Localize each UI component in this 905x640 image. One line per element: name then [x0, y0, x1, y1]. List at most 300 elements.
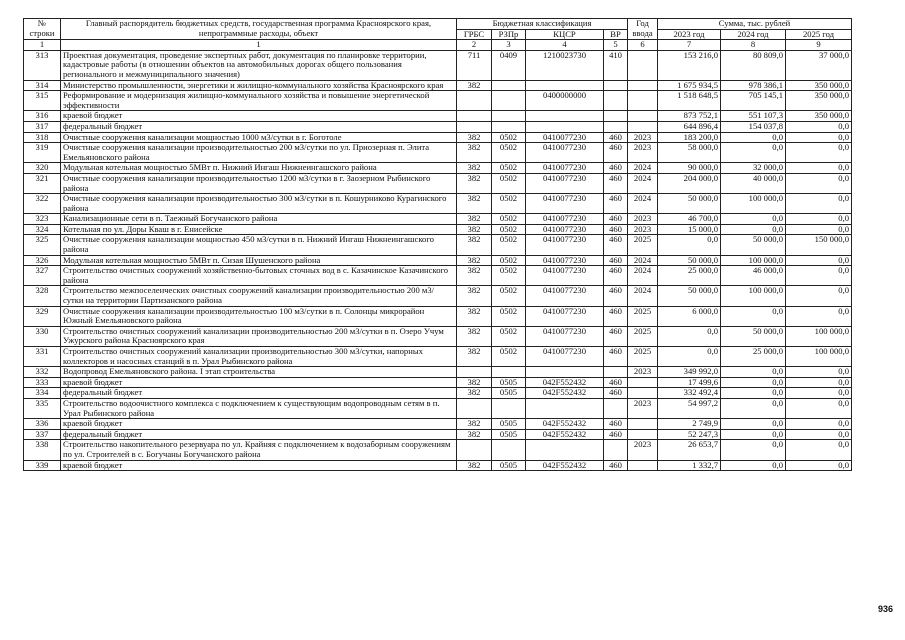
- vr-cell: 460: [604, 132, 628, 143]
- object-name-cell: Модульная котельная мощностью 5МВт п. Сизая Шушенского района: [61, 255, 457, 266]
- grbs-cell: 382: [457, 214, 492, 225]
- vr-cell: 460: [604, 143, 628, 163]
- table-row: [24, 419, 852, 430]
- table-row: [24, 121, 852, 132]
- table-row: [24, 326, 852, 346]
- amount-2023-cell: 1 675 934,5: [658, 80, 721, 91]
- vr-cell: [604, 398, 628, 418]
- object-name-cell: Водопровод Емельяновского района. I этап строительства: [61, 367, 457, 378]
- vr-cell: [604, 111, 628, 122]
- amount-2024-cell: 0,0: [721, 306, 786, 326]
- commissioning-year-cell: [628, 80, 658, 91]
- object-name-cell: Очистные сооружения канализации мощностью 1000 м3/сутки в г. Боготоле: [61, 132, 457, 143]
- table-row: [24, 255, 852, 266]
- header-kcsr: КЦСР: [526, 29, 604, 40]
- kcsr-cell: 1210023730: [526, 50, 604, 80]
- object-name-cell: Строительство очистных сооружений канализации производительностью 200 м3/сутки в п. Озеро Учум Ужурского района Красноярского края: [61, 326, 457, 346]
- amount-2023-cell: 332 492,4: [658, 388, 721, 399]
- amount-2024-cell: 100 000,0: [721, 255, 786, 266]
- object-name-cell: Строительство накопительного резервуара по ул. Крайняя с подключением к водозаборным сооружениям по ул. Строителей в с. Богучаны Богучанского района: [61, 440, 457, 460]
- column-index: 8: [721, 40, 786, 51]
- table-row: [24, 80, 852, 91]
- amount-2023-cell: 0,0: [658, 326, 721, 346]
- object-name-cell: Очистные сооружения канализации производительностью 1200 м3/сутки в г. Заозерном Рыбинского района: [61, 173, 457, 193]
- amount-2024-cell: 100 000,0: [721, 194, 786, 214]
- row-number-cell: 330: [24, 326, 61, 346]
- column-index: 2: [457, 40, 492, 51]
- amount-2024-cell: 32 000,0: [721, 163, 786, 174]
- rzpr-cell: 0505: [492, 377, 526, 388]
- amount-2025-cell: 0,0: [786, 255, 852, 266]
- rzpr-cell: [492, 121, 526, 132]
- table-row: [24, 132, 852, 143]
- header-owner: Главный распорядитель бюджетных средств, государственная программа Красноярского края, непрограммные расходы, объект: [61, 19, 457, 40]
- row-number-cell: 315: [24, 91, 61, 111]
- amount-2025-cell: 0,0: [786, 214, 852, 225]
- kcsr-cell: [526, 80, 604, 91]
- kcsr-cell: 042F552432: [526, 419, 604, 430]
- object-name-cell: Очистные сооружения канализации мощностью 450 м3/сутки в п. Нижний Ингаш Нижнеингашского района: [61, 235, 457, 255]
- amount-2025-cell: 0,0: [786, 367, 852, 378]
- row-number-cell: 329: [24, 306, 61, 326]
- header-amount: Сумма, тыс. рублей: [658, 19, 852, 30]
- header-grbs: ГРБС: [457, 29, 492, 40]
- commissioning-year-cell: 2023: [628, 214, 658, 225]
- table-row: [24, 194, 852, 214]
- kcsr-cell: 0410077230: [526, 266, 604, 286]
- grbs-cell: 382: [457, 306, 492, 326]
- row-number-cell: 321: [24, 173, 61, 193]
- row-number-cell: 313: [24, 50, 61, 80]
- rzpr-cell: 0502: [492, 306, 526, 326]
- grbs-cell: [457, 91, 492, 111]
- vr-cell: 460: [604, 419, 628, 430]
- table-row: [24, 50, 852, 80]
- rzpr-cell: 0502: [492, 143, 526, 163]
- grbs-cell: 382: [457, 194, 492, 214]
- table-row: [24, 398, 852, 418]
- amount-2023-cell: 50 000,0: [658, 194, 721, 214]
- table-row: [24, 286, 852, 306]
- commissioning-year-cell: 2023: [628, 143, 658, 163]
- amount-2025-cell: 350 000,0: [786, 111, 852, 122]
- amount-2024-cell: 705 145,1: [721, 91, 786, 111]
- grbs-cell: 382: [457, 419, 492, 430]
- commissioning-year-cell: 2024: [628, 163, 658, 174]
- amount-2024-cell: 0,0: [721, 132, 786, 143]
- amount-2023-cell: 6 000,0: [658, 306, 721, 326]
- column-index: 1: [61, 40, 457, 51]
- kcsr-cell: 0410077230: [526, 235, 604, 255]
- row-number-cell: 336: [24, 419, 61, 430]
- grbs-cell: 382: [457, 132, 492, 143]
- amount-2024-cell: 0,0: [721, 224, 786, 235]
- grbs-cell: [457, 121, 492, 132]
- amount-2023-cell: 1 332,7: [658, 460, 721, 471]
- amount-2025-cell: 0,0: [786, 388, 852, 399]
- grbs-cell: 382: [457, 377, 492, 388]
- vr-cell: [604, 367, 628, 378]
- amount-2025-cell: 0,0: [786, 121, 852, 132]
- vr-cell: 460: [604, 224, 628, 235]
- rzpr-cell: 0502: [492, 224, 526, 235]
- commissioning-year-cell: 2023: [628, 440, 658, 460]
- vr-cell: 460: [604, 388, 628, 399]
- table-row: [24, 429, 852, 440]
- row-number-cell: 325: [24, 235, 61, 255]
- column-index: 9: [786, 40, 852, 51]
- row-number-cell: 334: [24, 388, 61, 399]
- vr-cell: 460: [604, 214, 628, 225]
- amount-2025-cell: 0,0: [786, 163, 852, 174]
- row-number-cell: 314: [24, 80, 61, 91]
- grbs-cell: 382: [457, 143, 492, 163]
- amount-2023-cell: 1 518 648,5: [658, 91, 721, 111]
- amount-2025-cell: 350 000,0: [786, 80, 852, 91]
- amount-2025-cell: 0,0: [786, 398, 852, 418]
- commissioning-year-cell: 2025: [628, 347, 658, 367]
- amount-2023-cell: 17 499,6: [658, 377, 721, 388]
- rzpr-cell: [492, 80, 526, 91]
- vr-cell: 460: [604, 266, 628, 286]
- table-row: [24, 163, 852, 174]
- row-number-cell: 323: [24, 214, 61, 225]
- amount-2023-cell: 54 997,2: [658, 398, 721, 418]
- object-name-cell: федеральный бюджет: [61, 388, 457, 399]
- commissioning-year-cell: 2023: [628, 132, 658, 143]
- commissioning-year-cell: 2025: [628, 326, 658, 346]
- amount-2024-cell: 154 037,8: [721, 121, 786, 132]
- grbs-cell: 382: [457, 286, 492, 306]
- header-budget-classification: Бюджетная классификация: [457, 19, 628, 30]
- vr-cell: 460: [604, 163, 628, 174]
- amount-2024-cell: 0,0: [721, 377, 786, 388]
- amount-2024-cell: 0,0: [721, 460, 786, 471]
- table-row: [24, 111, 852, 122]
- table-row: [24, 377, 852, 388]
- commissioning-year-cell: [628, 111, 658, 122]
- commissioning-year-cell: 2023: [628, 367, 658, 378]
- header-vr: ВР: [604, 29, 628, 40]
- rzpr-cell: 0502: [492, 255, 526, 266]
- kcsr-cell: 042F552432: [526, 429, 604, 440]
- row-number-cell: 331: [24, 347, 61, 367]
- row-number-cell: 316: [24, 111, 61, 122]
- amount-2025-cell: 0,0: [786, 419, 852, 430]
- amount-2025-cell: 0,0: [786, 460, 852, 471]
- commissioning-year-cell: 2024: [628, 266, 658, 286]
- object-name-cell: Реформирование и модернизация жилищно-коммунального хозяйства и повышение энергетической эффективности: [61, 91, 457, 111]
- rzpr-cell: 0502: [492, 173, 526, 193]
- rzpr-cell: 0502: [492, 235, 526, 255]
- amount-2024-cell: 25 000,0: [721, 347, 786, 367]
- grbs-cell: 382: [457, 429, 492, 440]
- table-row: [24, 460, 852, 471]
- amount-2024-cell: 0,0: [721, 419, 786, 430]
- rzpr-cell: [492, 91, 526, 111]
- amount-2023-cell: 349 992,0: [658, 367, 721, 378]
- row-number-cell: 322: [24, 194, 61, 214]
- amount-2023-cell: 2 749,9: [658, 419, 721, 430]
- grbs-cell: [457, 367, 492, 378]
- rzpr-cell: [492, 440, 526, 460]
- commissioning-year-cell: 2025: [628, 235, 658, 255]
- commissioning-year-cell: 2023: [628, 398, 658, 418]
- vr-cell: 460: [604, 235, 628, 255]
- budget-table: [23, 18, 852, 471]
- vr-cell: [604, 80, 628, 91]
- amount-2024-cell: 0,0: [721, 143, 786, 163]
- grbs-cell: 382: [457, 235, 492, 255]
- object-name-cell: краевой бюджет: [61, 419, 457, 430]
- table-row: [24, 214, 852, 225]
- rzpr-cell: 0505: [492, 388, 526, 399]
- amount-2025-cell: 0,0: [786, 306, 852, 326]
- vr-cell: [604, 91, 628, 111]
- rzpr-cell: 0505: [492, 460, 526, 471]
- header-rzpr: РЗПр: [492, 29, 526, 40]
- kcsr-cell: 042F552432: [526, 460, 604, 471]
- vr-cell: 460: [604, 460, 628, 471]
- amount-2025-cell: 0,0: [786, 173, 852, 193]
- row-number-cell: 320: [24, 163, 61, 174]
- amount-2025-cell: 100 000,0: [786, 347, 852, 367]
- kcsr-cell: 0410077230: [526, 224, 604, 235]
- grbs-cell: 382: [457, 347, 492, 367]
- kcsr-cell: 0410077230: [526, 132, 604, 143]
- row-number-cell: 318: [24, 132, 61, 143]
- object-name-cell: краевой бюджет: [61, 460, 457, 471]
- rzpr-cell: 0502: [492, 214, 526, 225]
- object-name-cell: Проектная документация, проведение экспертных работ, документация по планировке территории, кадастровые работы (в отношении объектов на автомобильных дорогах общего пользования регионального и межмуниципального значения): [61, 50, 457, 80]
- object-name-cell: федеральный бюджет: [61, 121, 457, 132]
- rzpr-cell: 0502: [492, 194, 526, 214]
- commissioning-year-cell: 2025: [628, 306, 658, 326]
- row-number-cell: 326: [24, 255, 61, 266]
- table-body: [24, 50, 852, 470]
- table-row: [24, 224, 852, 235]
- amount-2025-cell: 0,0: [786, 132, 852, 143]
- rzpr-cell: 0502: [492, 163, 526, 174]
- header-2024: 2024 год: [721, 29, 786, 40]
- amount-2025-cell: 37 000,0: [786, 50, 852, 80]
- amount-2023-cell: 46 700,0: [658, 214, 721, 225]
- vr-cell: [604, 440, 628, 460]
- commissioning-year-cell: [628, 460, 658, 471]
- rzpr-cell: [492, 367, 526, 378]
- commissioning-year-cell: 2024: [628, 173, 658, 193]
- object-name-cell: Очистные сооружения канализации производительностью 200 м3/сутки по ул. Приозерная п. Элита Емельяновского района: [61, 143, 457, 163]
- rzpr-cell: 0409: [492, 50, 526, 80]
- row-number-cell: 333: [24, 377, 61, 388]
- row-number-cell: 339: [24, 460, 61, 471]
- vr-cell: 460: [604, 347, 628, 367]
- table-row: [24, 440, 852, 460]
- object-name-cell: краевой бюджет: [61, 111, 457, 122]
- amount-2024-cell: 0,0: [721, 440, 786, 460]
- amount-2024-cell: 0,0: [721, 388, 786, 399]
- object-name-cell: Строительство водоочистного комплекса с подключением к существующим водопроводным сетям в п. Урал Рыбинского района: [61, 398, 457, 418]
- table-row: [24, 235, 852, 255]
- amount-2023-cell: 15 000,0: [658, 224, 721, 235]
- amount-2024-cell: 50 000,0: [721, 235, 786, 255]
- object-name-cell: Канализационные сети в п. Таежный Богучанского района: [61, 214, 457, 225]
- amount-2023-cell: 25 000,0: [658, 266, 721, 286]
- amount-2023-cell: 90 000,0: [658, 163, 721, 174]
- row-number-cell: 327: [24, 266, 61, 286]
- object-name-cell: Модульная котельная мощностью 5МВт п. Нижний Ингаш Нижнеингашского района: [61, 163, 457, 174]
- page-number: 936: [877, 604, 893, 614]
- rzpr-cell: 0505: [492, 429, 526, 440]
- vr-cell: 460: [604, 306, 628, 326]
- vr-cell: [604, 121, 628, 132]
- commissioning-year-cell: 2024: [628, 286, 658, 306]
- table-row: [24, 347, 852, 367]
- object-name-cell: федеральный бюджет: [61, 429, 457, 440]
- kcsr-cell: 0410077230: [526, 347, 604, 367]
- kcsr-cell: 042F552432: [526, 388, 604, 399]
- table-row: [24, 143, 852, 163]
- amount-2025-cell: 0,0: [786, 286, 852, 306]
- commissioning-year-cell: [628, 121, 658, 132]
- kcsr-cell: 042F552432: [526, 377, 604, 388]
- amount-2025-cell: 100 000,0: [786, 326, 852, 346]
- object-name-cell: Строительство очистных сооружений канализации производительностью 300 м3/сутки, напорных коллекторов и насосных станций в п. Урал Рыбинского района: [61, 347, 457, 367]
- amount-2025-cell: 0,0: [786, 429, 852, 440]
- grbs-cell: 382: [457, 388, 492, 399]
- row-number-cell: 332: [24, 367, 61, 378]
- object-name-cell: Котельная по ул. Доры Кваш в г. Енисейске: [61, 224, 457, 235]
- kcsr-cell: 0400000000: [526, 91, 604, 111]
- amount-2023-cell: 0,0: [658, 235, 721, 255]
- kcsr-cell: [526, 440, 604, 460]
- amount-2024-cell: 551 107,3: [721, 111, 786, 122]
- amount-2024-cell: 80 809,0: [721, 50, 786, 80]
- kcsr-cell: [526, 398, 604, 418]
- kcsr-cell: 0410077230: [526, 326, 604, 346]
- table-row: [24, 367, 852, 378]
- grbs-cell: 382: [457, 326, 492, 346]
- vr-cell: 460: [604, 377, 628, 388]
- amount-2024-cell: 46 000,0: [721, 266, 786, 286]
- commissioning-year-cell: 2023: [628, 224, 658, 235]
- amount-2023-cell: 52 247,3: [658, 429, 721, 440]
- table-row: [24, 388, 852, 399]
- vr-cell: 460: [604, 194, 628, 214]
- row-number-cell: 338: [24, 440, 61, 460]
- column-index: 4: [526, 40, 604, 51]
- amount-2023-cell: 0,0: [658, 347, 721, 367]
- kcsr-cell: 0410077230: [526, 163, 604, 174]
- amount-2024-cell: 978 386,1: [721, 80, 786, 91]
- grbs-cell: 711: [457, 50, 492, 80]
- row-number-cell: 328: [24, 286, 61, 306]
- kcsr-cell: [526, 367, 604, 378]
- rzpr-cell: 0502: [492, 347, 526, 367]
- header-row-number: № строки: [24, 19, 61, 40]
- rzpr-cell: [492, 111, 526, 122]
- rzpr-cell: 0502: [492, 132, 526, 143]
- amount-2023-cell: 50 000,0: [658, 286, 721, 306]
- column-index: 6: [628, 40, 658, 51]
- row-number-cell: 319: [24, 143, 61, 163]
- object-name-cell: Очистные сооружения канализации производительностью 100 м3/сутки в п. Солонцы микрорайон Южный Емельяновского района: [61, 306, 457, 326]
- object-name-cell: Строительство межпоселенческих очистных сооружений канализации производительностью 200 м3/сутки на территории Партизанского района: [61, 286, 457, 306]
- grbs-cell: 382: [457, 80, 492, 91]
- kcsr-cell: 0410077230: [526, 255, 604, 266]
- table-row: [24, 173, 852, 193]
- column-index-row: [24, 40, 852, 51]
- grbs-cell: 382: [457, 266, 492, 286]
- kcsr-cell: 0410077230: [526, 143, 604, 163]
- header-2023: 2023 год: [658, 29, 721, 40]
- object-name-cell: Строительство очистных сооружений хозяйственно-бытовых сточных вод в с. Казачинское Казачинского района: [61, 266, 457, 286]
- amount-2023-cell: 26 653,7: [658, 440, 721, 460]
- commissioning-year-cell: 2024: [628, 255, 658, 266]
- row-number-cell: 335: [24, 398, 61, 418]
- table-row: [24, 266, 852, 286]
- grbs-cell: [457, 398, 492, 418]
- kcsr-cell: 0410077230: [526, 194, 604, 214]
- rzpr-cell: 0502: [492, 326, 526, 346]
- object-name-cell: краевой бюджет: [61, 377, 457, 388]
- grbs-cell: 382: [457, 255, 492, 266]
- table-row: [24, 306, 852, 326]
- grbs-cell: 382: [457, 224, 492, 235]
- column-index: 5: [604, 40, 628, 51]
- column-index: 1: [24, 40, 61, 51]
- vr-cell: 460: [604, 173, 628, 193]
- kcsr-cell: [526, 121, 604, 132]
- commissioning-year-cell: [628, 50, 658, 80]
- rzpr-cell: [492, 398, 526, 418]
- amount-2023-cell: 58 000,0: [658, 143, 721, 163]
- column-index: 7: [658, 40, 721, 51]
- vr-cell: 460: [604, 255, 628, 266]
- amount-2023-cell: 644 896,4: [658, 121, 721, 132]
- vr-cell: 460: [604, 429, 628, 440]
- commissioning-year-cell: [628, 377, 658, 388]
- commissioning-year-cell: [628, 91, 658, 111]
- commissioning-year-cell: [628, 419, 658, 430]
- amount-2024-cell: 0,0: [721, 367, 786, 378]
- grbs-cell: 382: [457, 163, 492, 174]
- amount-2024-cell: 40 000,0: [721, 173, 786, 193]
- kcsr-cell: 0410077230: [526, 286, 604, 306]
- grbs-cell: [457, 111, 492, 122]
- rzpr-cell: 0505: [492, 419, 526, 430]
- amount-2023-cell: 153 216,0: [658, 50, 721, 80]
- amount-2024-cell: 50 000,0: [721, 326, 786, 346]
- amount-2025-cell: 350 000,0: [786, 91, 852, 111]
- kcsr-cell: 0410077230: [526, 306, 604, 326]
- commissioning-year-cell: [628, 388, 658, 399]
- table-row: [24, 91, 852, 111]
- amount-2023-cell: 204 000,0: [658, 173, 721, 193]
- row-number-cell: 317: [24, 121, 61, 132]
- commissioning-year-cell: 2024: [628, 194, 658, 214]
- amount-2023-cell: 183 200,0: [658, 132, 721, 143]
- row-number-cell: 324: [24, 224, 61, 235]
- object-name-cell: Очистные сооружения канализации производительностью 300 м3/сутки в п. Кошурниково Курагинского района: [61, 194, 457, 214]
- object-name-cell: Министерство промышленности, энергетики и жилищно-коммунального хозяйства Красноярского края: [61, 80, 457, 91]
- amount-2025-cell: 0,0: [786, 377, 852, 388]
- amount-2024-cell: 0,0: [721, 398, 786, 418]
- commissioning-year-cell: [628, 429, 658, 440]
- amount-2025-cell: 0,0: [786, 440, 852, 460]
- column-index: 3: [492, 40, 526, 51]
- amount-2025-cell: 0,0: [786, 224, 852, 235]
